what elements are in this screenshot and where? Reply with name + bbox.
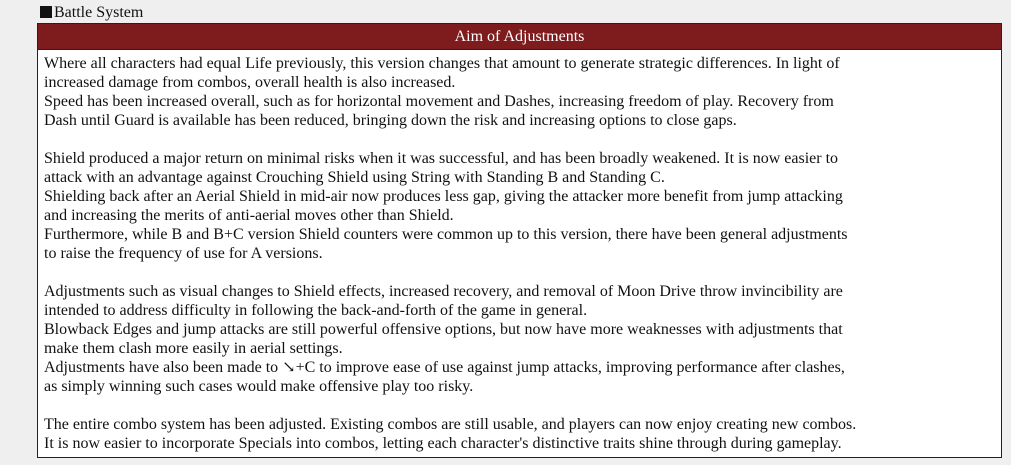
paragraph-anti-air — [44, 358, 995, 396]
paragraph-blowback-edges — [44, 320, 995, 358]
text-line: It is now easier to incorporate Specials into combos, letting each character's distinctive traits shine through during gameplay. — [44, 435, 842, 452]
text-line: Adjustments have also been made to ↘+C to improve ease of use against jump attacks, improving performance after clashes, — [44, 359, 845, 376]
text-line: Shielding back after an Aerial Shield in mid-air now produces less gap, giving the attacker more benefit from jump attacking — [44, 188, 843, 205]
text-line: Furthermore, while B and B+C version Shield counters were common up to this version, there have been general adjustments — [44, 226, 848, 243]
paragraph-gap — [44, 263, 995, 282]
text-line: Speed has been increased overall, such as for horizontal movement and Dashes, increasing freedom of play. Recovery from — [44, 93, 834, 110]
adjustments-panel — [37, 23, 1002, 458]
text-line: Adjustments such as visual changes to Shield effects, increased recovery, and removal of Moon Drive throw invincibility are — [44, 283, 843, 300]
text-line: increased damage from combos, overall health is also increased. — [44, 74, 456, 91]
panel-body — [38, 50, 1001, 453]
text-line: Where all characters had equal Life previously, this version changes that amount to generate strategic differences. In light of — [44, 55, 840, 72]
paragraph-life — [44, 54, 995, 92]
paragraph-speed — [44, 92, 995, 130]
text-line: intended to address difficulty in following the back-and-forth of the game in general. — [44, 302, 588, 319]
text-line: Blowback Edges and jump attacks are still powerful offensive options, but now have more weaknesses with adjustments that — [44, 321, 843, 338]
paragraph-shield-counters — [44, 225, 995, 263]
paragraph-gap — [44, 130, 995, 149]
text-line: make them clash more easily in aerial settings. — [44, 340, 343, 357]
text-line: Shield produced a major return on minimal risks when it was successful, and has been broadly weakened. It is now easier to — [44, 150, 839, 167]
text-line: and increasing the merits of anti-aerial moves other than Shield. — [44, 207, 454, 224]
text-line: as simply winning such cases would make offensive play too risky. — [44, 378, 474, 395]
square-bullet-icon — [40, 6, 52, 18]
paragraph-gap — [44, 396, 995, 415]
text-line: Dash until Guard is available has been reduced, bringing down the risk and increasing options to close gaps. — [44, 112, 737, 129]
paragraph-shield — [44, 149, 995, 187]
section-heading — [40, 3, 143, 23]
paragraph-combo-system — [44, 415, 995, 453]
section-heading-text: Battle System — [54, 4, 144, 21]
paragraph-shield-effects — [44, 282, 995, 320]
text-line: The entire combo system has been adjusted. Existing combos are still usable, and players can now enjoy creating new combos. — [44, 416, 857, 433]
text-line: attack with an advantage against Crouching Shield using String with Standing B and Standing C. — [44, 169, 665, 186]
panel-title: Aim of Adjustments — [38, 24, 1001, 50]
paragraph-aerial-shield — [44, 187, 995, 225]
text-line: to raise the frequency of use for A versions. — [44, 245, 323, 262]
